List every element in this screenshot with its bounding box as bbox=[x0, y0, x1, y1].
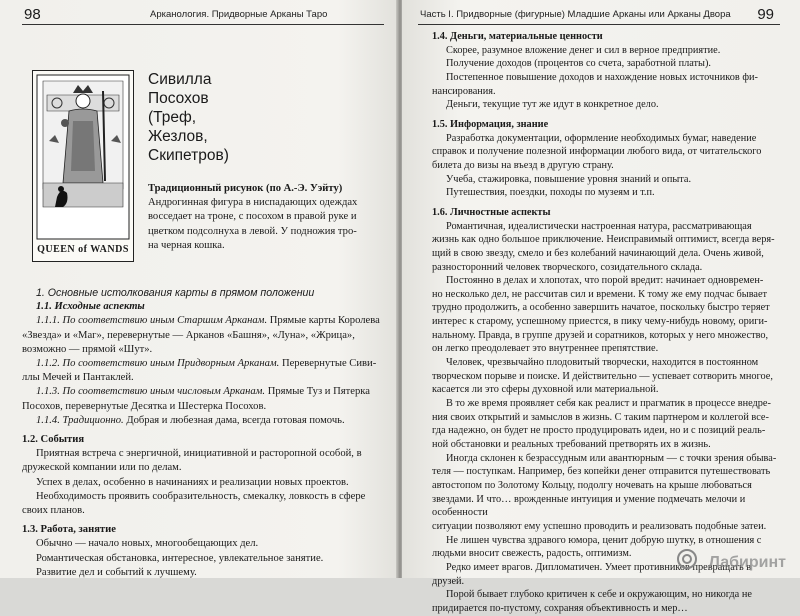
tarot-card-image bbox=[32, 70, 134, 262]
trad-heading: Традиционный рисунок (по А.-Э. Уэйту) bbox=[148, 183, 343, 194]
s16-line: ситуации позволяют ему успешно проводить и реализовать подобные затеи. bbox=[432, 520, 767, 532]
s16-line: трудно продолжить, а особенно завершить начатое, поскольку быстро теряет bbox=[432, 302, 770, 314]
card-title-line: Посохов bbox=[148, 90, 209, 107]
card-title-line: Сивилла bbox=[148, 71, 212, 88]
header-rule-left bbox=[22, 24, 384, 25]
right-page bbox=[402, 0, 800, 614]
card-title-line: Жезлов, bbox=[148, 128, 208, 145]
s16-line: ния своих открытий и замыслов в жизнь. С таким партнером и коллегой все- bbox=[432, 411, 769, 423]
s11-line: «Звезда» и «Маг», перевернутые — Арканов «Башня», «Луна», «Жрица», bbox=[22, 329, 355, 341]
s11-line: возможно — прямой «Шут». bbox=[22, 343, 153, 355]
s16-line: Порой бывает глубоко критичен к себе и окружающим, но никогда не bbox=[446, 589, 752, 601]
page-number-right: 99 bbox=[757, 6, 774, 23]
left-page bbox=[0, 0, 398, 578]
s12-line: Приятная встреча с энергичной, инициативной и расторопной особой, в bbox=[36, 448, 362, 460]
s16-line: Постоянно в делах и хлопотах, что порой вредит: начинает одновремен- bbox=[446, 275, 764, 287]
right-body bbox=[432, 30, 784, 616]
s11-heading: 1.1. Исходные аспекты bbox=[36, 301, 145, 313]
s11-line: 1.1.4. Традиционно. Добрая и любезная дама, всегда готовая помочь. bbox=[36, 414, 345, 426]
s14-line: Деньги, текущие тут же идут в конкретное дело. bbox=[446, 99, 659, 111]
s15-line: Путешествия, поездки, походы по музеям и т.п. bbox=[446, 187, 655, 199]
s16-line: Не лишен чувства здравого юмора, ценит добрую шутку, в отношения с bbox=[446, 534, 762, 546]
s12-line: дружеской компании или по делам. bbox=[22, 462, 182, 474]
s12-line: Необходимость проявить сообразительность, смекалку, ловкость в сфере bbox=[36, 490, 366, 502]
s12-line: Успех в делах, особенно в начинаниях и реализации новых проектов. bbox=[36, 476, 349, 488]
s14-line: Получение доходов (процентов со счета, заработной платы). bbox=[446, 58, 711, 70]
trad-line: цветком подсолнуха в левой. У подножия тро- bbox=[148, 225, 357, 237]
s15-heading: 1.5. Информация, знание bbox=[432, 118, 549, 130]
s13-line: Романтическая обстановка, интересное, увлекательное занятие. bbox=[36, 552, 324, 564]
s16-line: творческом порыве и поиске. И действительно — успевает сотворить многое, bbox=[432, 370, 773, 382]
s16-line: гда надежно, он будет не просто продуцировать идеи, но и с позиций реаль- bbox=[432, 425, 766, 437]
s15-line: справок и получение полезной информации любого вида, от читательского bbox=[432, 146, 762, 158]
header-rule-right bbox=[418, 24, 780, 25]
s16-line: интерес к старому, успешному приестся, в пику чему-нибудь новому, ориги- bbox=[432, 316, 768, 328]
s14-heading: 1.4. Деньги, материальные ценности bbox=[432, 31, 603, 42]
s16-line: людьми вносит свежесть, радость, оптимизм. bbox=[432, 548, 632, 560]
s16-line: Человек, чрезвычайно плодовитый творчески, находится в постоянном bbox=[446, 357, 759, 369]
s14-line: нансирования. bbox=[432, 85, 496, 97]
s16-heading: 1.6. Личностные аспекты bbox=[432, 206, 551, 218]
card-title-line: Скипетров) bbox=[148, 147, 229, 164]
s11-line: 1.1.1. По соответствию иным Старшим Арканам. Прямые карты Королева bbox=[36, 315, 380, 327]
s14-line: Скорее, разумное вложение денег и сил в верное предприятие. bbox=[446, 44, 721, 56]
s11-line: ллы Мечей и Пантаклей. bbox=[22, 372, 134, 384]
trad-line: на черная кошка. bbox=[148, 239, 225, 251]
s13-heading: 1.3. Работа, занятие bbox=[22, 524, 116, 536]
s14-line: Постепенное повышение доходов и нахождение новых источников фи- bbox=[446, 71, 758, 83]
s15-line: Учеба, стажировка, повышение уровня знаний и опыта. bbox=[446, 173, 692, 185]
s16-line: щий в свою звезду, смело и без колебаний начинающий дела. Очень живой, bbox=[432, 247, 764, 259]
s16-line: жизнь как одно большое приключение. Неисправимый оптимист, всегда веря- bbox=[432, 234, 775, 246]
labyrinth-logo-icon bbox=[674, 548, 700, 570]
left-body bbox=[22, 286, 386, 580]
s16-line: друзей. bbox=[432, 575, 465, 587]
card-title-line: (Треф, bbox=[148, 109, 197, 126]
running-head-left: Арканология. Придворные Арканы Таро bbox=[150, 9, 328, 20]
s16-line: автостопом по Золотому Кольцу, подолгу ночевать на крыше любоваться bbox=[432, 480, 752, 491]
trad-line: восседает на троне, с посохом в правой руке и bbox=[148, 211, 357, 223]
running-head-right: Часть I. Придворные (фигурные) Младшие Арканы или Арканы Двора bbox=[420, 9, 731, 20]
s15-line: Разработка документации, оформление необходимых бумаг, наведение bbox=[446, 132, 757, 144]
card-caption: QUEEN of WANDS bbox=[37, 244, 129, 255]
s16-line: ной обстановки и реальных требований претворять их в жизнь. bbox=[432, 439, 711, 451]
s13-line: Развитие дел и событий к лучшему. bbox=[36, 566, 197, 578]
card-title bbox=[148, 70, 378, 165]
s12-heading: 1.2. События bbox=[22, 434, 85, 446]
watermark-text: Лабиринт bbox=[708, 554, 786, 571]
traditional-description bbox=[148, 182, 384, 253]
s16-line: Редко имеет врагов. Дипломатичен. Умеет противников превращать в bbox=[446, 561, 752, 573]
queen-of-wands-illustration bbox=[33, 71, 133, 243]
trad-line: Андрогинная фигура в ниспадающих одеждах bbox=[148, 197, 358, 209]
s11-line: 1.1.3. По соответствию иным числовым Арканам. Прямые Туз и Пятерка bbox=[36, 386, 370, 398]
s16-line: касается ли это сферы духовной или материальной. bbox=[432, 384, 659, 396]
s15-line: билета до визы на въезд в другую страну. bbox=[432, 159, 614, 171]
s16-line: теля — поступкам. Например, без копейки денег отправится путешествовать bbox=[432, 466, 771, 478]
s16-line: он легко преодолевает это внутреннее препятствие. bbox=[432, 343, 659, 355]
s16-line: разносторонний человек творческого, созидательного склада. bbox=[432, 261, 703, 273]
s12-line: своих планов. bbox=[22, 505, 85, 517]
s11-line: 1.1.2. По соответствию иным Придворным Арканам. Перевернутые Сиви- bbox=[36, 358, 377, 370]
s11-line: Посохов, перевернутые Десятка и Шестерка Посохов. bbox=[22, 400, 267, 412]
page-number-left: 98 bbox=[24, 6, 41, 23]
s16-line: звездами. И что… врожденные интуиция и умение подмечать мелочи и особенности bbox=[432, 493, 746, 519]
s13-line: Обычно — начало новых, многообещающих дел. bbox=[36, 538, 259, 550]
s16-line: придирается по-пустому, сохраняя объективность и мер… bbox=[432, 602, 688, 614]
s16-line: В то же время проявляет себя как реалист и прагматик в процессе внедре- bbox=[446, 398, 771, 410]
s16-line: Романтичная, идеалистически настроенная натура, рассматривающая bbox=[446, 220, 752, 232]
s16-line: Иногда склонен к безрассудным или авантюрным — с точки зрения обыва- bbox=[446, 452, 777, 464]
s16-line: но несколько дел, не рассчитав сил и времени. К тому же ему подчас бывает bbox=[432, 288, 768, 300]
s16-line: нальному. Правда, в группе друзей и соратников, которых у него множество, bbox=[432, 329, 769, 341]
section-title: 1. Основные истолкования карты в прямом положении bbox=[36, 287, 315, 299]
